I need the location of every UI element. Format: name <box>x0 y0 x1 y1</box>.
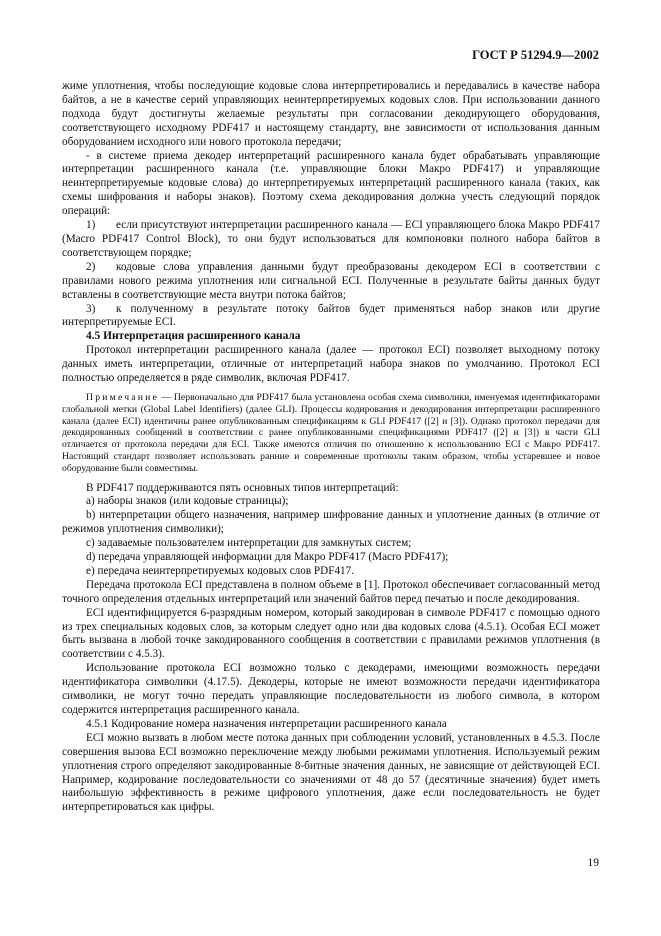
subsection-heading: 4.5.1 Кодирование номера назначения интерпретации расширенного канала <box>86 717 447 730</box>
note-text: — Первоначально для PDF417 была установлена особая схема символики, именуемая идентификаторами глобальной метки (Global Label Identifiers) (далее GLI). Процессы кодирования и декодирования интерпретации расширенного канала (далее ECI) идентичны ранее опубликованным спецификациям к GLI PDF417 ([2] и [3]). Однако протокол передачи для декодированных сообщений в соответствии с ранее опубликованными спецификациями PDF417 ([2] и [3]) в части GLI отличается от протокола передачи для ECI. Также имеются отличия по отношению к использованию ECI с Макро PDF417. Настоящий стандарт позволяет использовать ранние и современные протоколы таким образом, чтобы устаревшее и новое оборудование были совместимы. <box>62 391 600 474</box>
list-item: d) передача управляющей информации для Макро PDF417 (Macro PDF417); <box>86 551 449 564</box>
section-heading: 4.5 Интерпретация расширенного канала <box>86 330 301 343</box>
paragraph: ECI можно вызвать в любом месте потока данных при соблюдении условий, установленных в 4.5.3. После совершения вызова ECI возможно переключение между любыми режимами уплотнения. Используемый режим уплотнения строго определяют закодированные 8-битные значения данных, не зависящие от действующей ECI. Например, кодирование последовательности со значениями от 48 до 57 (десятичные значения) будет иметь наибольшую эффективность в режиме цифрового уплотнения, даже если последовательность не будет интерпретироваться как цифры. <box>62 731 600 814</box>
list-item: e) передача неинтерпретируемых кодовых слов PDF417. <box>86 564 355 577</box>
page-number: 19 <box>587 857 599 869</box>
note-label: Примечание <box>86 391 160 403</box>
list-item: a) наборы знаков (или кодовые страницы); <box>86 495 289 508</box>
paragraph: Передача протокола ECI представлена в полном объеме в [1]. Протокол обеспечивает согласованный метод точного определения отдельных интерпретаций или значений байтов перед печатью и после декодирования. <box>62 578 600 605</box>
item-text: если присутствуют интерпретации расширенного канала — ECI управляющего блока Макро PDF417 (Macro PDF417 Control Block), то они будут использоваться для компоновки полного набора байтов в соответствующем порядке; <box>62 219 600 259</box>
item-number: 1) <box>86 219 96 232</box>
numbered-item <box>62 303 600 331</box>
item-number: 3) <box>86 302 96 315</box>
numbered-item <box>62 261 600 303</box>
note <box>62 392 600 475</box>
list-item: b) интерпретации общего назначения, например шифрование данных и уплотнение данных (в отличие от режимов уплотнения символики); <box>62 509 600 536</box>
paragraph: Использование протокола ECI возможно только с декодерами, имеющими возможность передачи идентификатора символики (4.17.5). Декодеры, которые не имеют возможности передачи идентификатора символики, не могут точно передать управляющие последовательности из любого символа, в котором содержится интерпретация расширенного канала. <box>62 662 600 717</box>
paragraph: Протокол интерпретации расширенного канала (далее — протокол ECI) позволяет выходному потоку данных иметь интерпретации, отличные от интерпретаций набора знаков по умолчанию. Протокол ECI полностью определяется в ряде символик, включая PDF417. <box>62 344 600 385</box>
item-text: кодовые слова управления данными будут преобразованы декодером ECI в соответствии с правилами нового режима уплотнения или сигнальной ECI. Полученные в результате байты данных будут вставлены в соответствующие места внутри потока байтов; <box>62 260 600 301</box>
paragraph: В PDF417 поддерживаются пять основных типов интерпретаций: <box>86 481 399 494</box>
types-list <box>62 495 600 578</box>
paragraph: жиме уплотнения, чтобы последующие кодовые слова интерпретировались и передавались в качестве набора байтов, а не в качестве серий управляющих неинтерпретируемых кодовых слов. При использовании данного подхода будут достигнуты желаемые результаты при согласовании декодирующего оборудования, соответствующего исходному PDF417 и настоящему стандарту, вне зависимости от использования данным оборудованием исходного или нового протокола передачи; <box>62 80 600 148</box>
paragraph: ECI идентифицируется 6-разрядным номером, который закодирован в символе PDF417 с помощью одного из трех специальных кодовых слов, за которым следует одно или два кодовых слова (4.5.1). Особая ECI может быть вызвана в любой точке закодированного сообщения в соответствии с правилами режимов уплотнения (в соответствии с 4.5.3). <box>62 606 600 661</box>
numbered-item <box>62 219 600 261</box>
list-item: c) задаваемые пользователем интерпретации для замкнутых систем; <box>86 537 412 550</box>
item-number: 2) <box>86 260 96 273</box>
document-header: ГОСТ Р 51294.9—2002 <box>472 48 599 62</box>
document-body <box>62 80 600 815</box>
paragraph: - в системе приема декодер интерпретаций расширенного канала будет обрабатывать управляющие интерпретации расширенного канала (т.е. управляющие блоки Макро PDF417) и управляющие неинтерпретируемые кодовые слова) до интерпретируемых интерпретаций расширенного канала (таких, как схемы шифрования и наборы знаков). Поэтому схема декодирования должна учесть следующий порядок операций: <box>62 149 600 218</box>
item-text: к полученному в результате потоку байтов будет применяться набор знаков или другие интерпретируемые ECI. <box>62 302 600 329</box>
